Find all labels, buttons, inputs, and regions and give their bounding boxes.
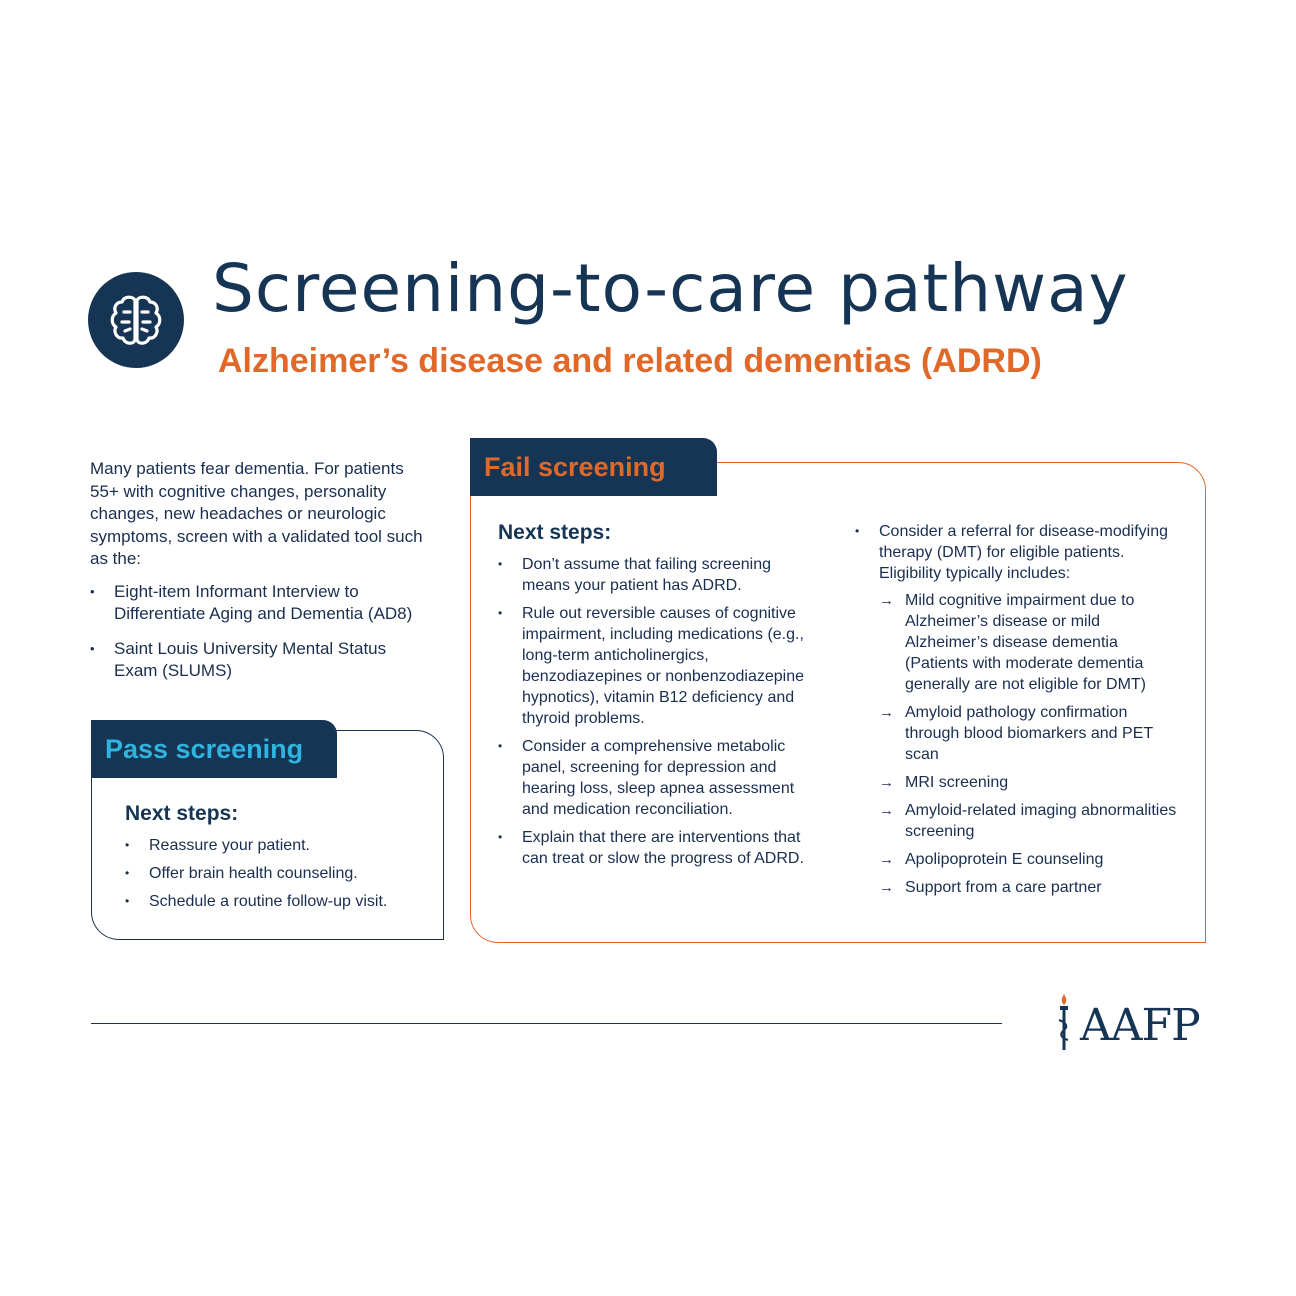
list-item: → Apolipoprotein E counseling: [879, 851, 1104, 868]
fail-screening-label: Fail screening: [484, 452, 666, 482]
aafp-logo: AAFP: [1080, 1000, 1200, 1051]
intro-text: Many patients fear dementia. For patients 55+ with cognitive changes, personality changes, new headaches or neurologic symptoms, screen with a validated tool such as the:: [90, 459, 423, 568]
list-item: → Support from a care partner: [879, 879, 1102, 896]
screening-tools-list: [90, 581, 430, 683]
list-item: • Offer brain health counseling.: [125, 863, 425, 884]
pass-steps-list: [125, 835, 425, 919]
list-item: → Mild cognitive impairment due to Alzheimer’s disease or mild Alzheimer’s disease dementia (Patients with moderate dementia generally are not eligible for DMT): [879, 592, 1146, 693]
pass-screening-label: Pass screening: [105, 734, 304, 764]
dmt-referral-text: Consider a referral for disease-modifying therapy (DMT) for eligible patients. Eligibility typically includes:: [879, 523, 1169, 582]
arrow-right-icon: →: [879, 774, 894, 791]
fail-steps-list: [498, 554, 818, 876]
page-subtitle: Alzheimer’s disease and related dementias (ADRD): [218, 342, 1042, 380]
list-item: → Amyloid-related imaging abnormalities screening: [879, 802, 1177, 840]
arrow-right-icon: →: [879, 802, 894, 819]
footer-divider: [91, 1023, 1002, 1024]
fail-next-steps-heading: Next steps:: [498, 521, 612, 544]
list-item: • Rule out reversible causes of cognitive impairment, including medications (e.g., long-term anticholinergics, benzodiazepines or nonbenzodiazepine hypnotics), vitamin B12 deficiency and thyroid problems.: [498, 603, 818, 729]
list-item: • Explain that there are interventions that can treat or slow the progress of ADRD.: [498, 827, 818, 869]
list-item: [855, 521, 1185, 898]
pass-next-steps-heading: Next steps:: [125, 802, 239, 825]
list-item: • Consider a comprehensive metabolic panel, screening for depression and hearing loss, sleep apnea assessment and medication reconciliation.: [498, 736, 818, 820]
list-item: • Don’t assume that failing screening means your patient has ADRD.: [498, 554, 818, 596]
torch-icon: [1056, 992, 1072, 1052]
eligibility-list: [879, 590, 1185, 898]
arrow-right-icon: →: [879, 704, 894, 721]
list-item: • Reassure your patient.: [125, 835, 425, 856]
dmt-referral-list: [855, 521, 1185, 905]
brain-icon: [88, 272, 184, 368]
list-item: • Schedule a routine follow-up visit.: [125, 891, 425, 912]
intro-section: [90, 458, 430, 695]
list-item: → MRI screening: [879, 774, 1009, 791]
arrow-right-icon: →: [879, 851, 894, 868]
list-item: • Eight-item Informant Interview to Differentiate Aging and Dementia (AD8): [90, 581, 430, 626]
brain-icon-badge: [88, 272, 184, 368]
page-title: Screening-to-care pathway: [212, 250, 1129, 327]
list-item: → Amyloid pathology confirmation through blood biomarkers and PET scan: [879, 704, 1153, 763]
arrow-right-icon: →: [879, 879, 894, 896]
arrow-right-icon: →: [879, 592, 894, 609]
list-item: • Saint Louis University Mental Status Exam (SLUMS): [90, 638, 430, 683]
